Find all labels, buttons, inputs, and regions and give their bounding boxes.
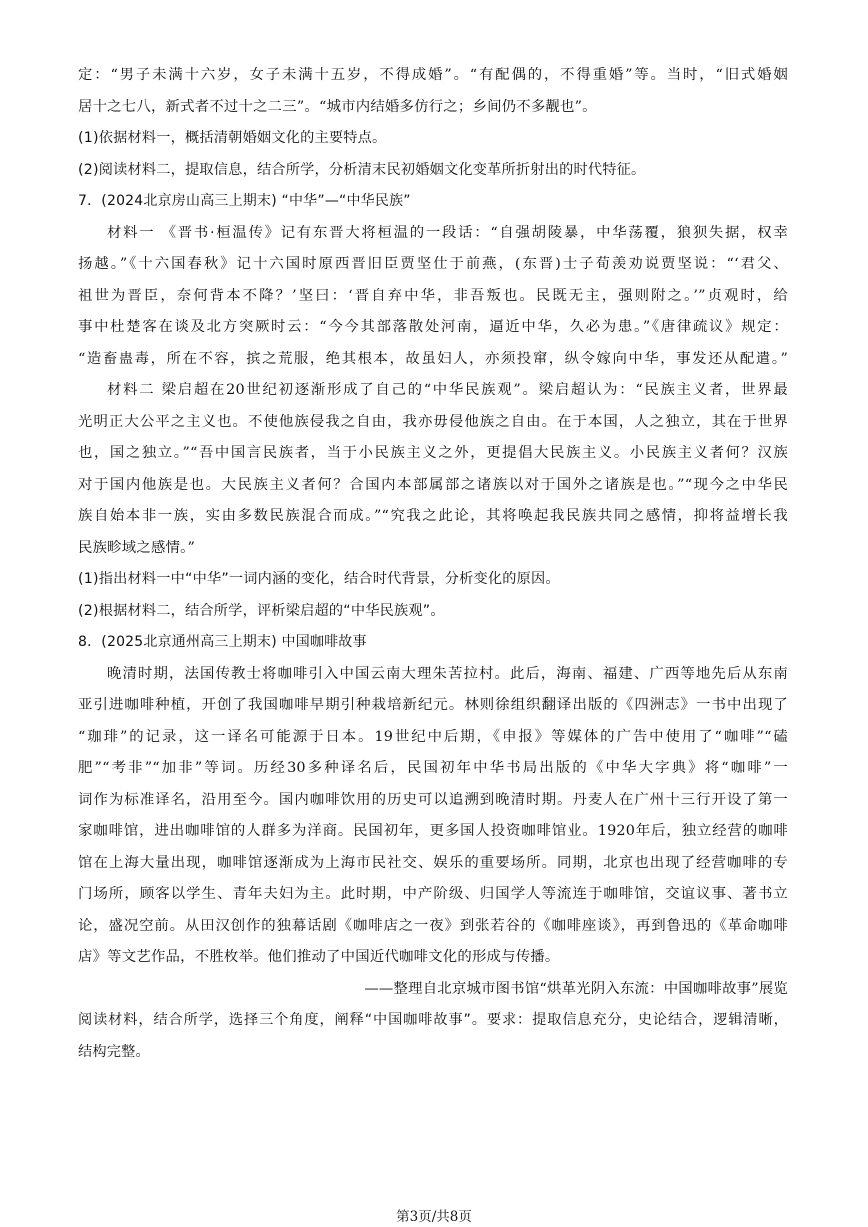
text-line: 8．(2025北京通州高三上期末) 中国咖啡故事 [78, 634, 367, 650]
text-line: 族自始本非一族，实由多数民族混合而成。”“究我之此论，其将唤起我民族共同之感情，抑将益增长我 [78, 508, 788, 524]
document-body [78, 60, 788, 1068]
text-line: 定：“男子未满十六岁，女子未满十五岁，不得成婚”。“有配偶的，不得重婚”等。当时，“旧式婚姻 [78, 67, 788, 83]
page-footer: 第3页/共8页 [396, 1209, 472, 1225]
text-line: 扬越。”《十六国春秋》记十六国时原西晋旧臣贾坚仕于前燕，(东晋)士子荀羡劝说贾坚说：“‘君父、 [78, 256, 788, 272]
text-line: 晚清时期，法国传教士将咖啡引入中国云南大理朱苦拉村。此后，海南、福建、广西等地先后从东南 [107, 665, 788, 682]
text-line: 也，国之独立。”“吾中国言民族者，当于小民族主义之外，更提倡大民族主义。小民族主义者何？汉族 [78, 445, 788, 461]
text-line: 论，盛况空前。从田汉创作的独幕话剧《咖啡店之一夜》到张若谷的《咖啡座谈》，再到鲁迅的《革命咖啡 [78, 917, 788, 934]
text-line: 事中杜楚客在谈及北方突厥时云：“今今其部落散处河南，逼近中华，久必为患。”《唐律疏议》规定： [78, 319, 788, 335]
text-line: 肥”“考非”“加非”等词。历经30多种译名后，民国初年中华书局出版的《中华大字典》将“咖啡”一 [78, 760, 788, 776]
text-line: 店》等文艺作品，不胜枚举。他们推动了中国近代咖啡文化的形成与传播。 [78, 949, 560, 965]
text-line: 光明正大公平之主义也。不使他族侵我之自由，我亦毋侵他族之自由。在于本国，人之独立，其在于世界 [78, 413, 788, 430]
text-line: 家咖啡馆，进出咖啡馆的人群多为洋商。民国初年，更多国人投资咖啡馆业。1920年后，独立经营的咖啡 [78, 823, 788, 839]
text-line: “造畜蛊毒，所在不容，摈之荒服，绝其根本，故虽妇人，亦须投窜，纵令嫁向中华，事发还从配遣。” [78, 350, 788, 367]
text-line: 馆在上海大量出现，咖啡馆逐渐成为上海市民社交、娱乐的重要场所。同期，北京也出现了经营咖啡的专 [78, 854, 788, 871]
text-line: 祖世为晋臣，奈何背本不降？’坚曰：‘晋自弃中华，非吾叛也。民既无主，强则附之。’”贞观时，给 [78, 287, 788, 304]
text-line: 阅读材料，结合所学，选择三个角度，阐释“中国咖啡故事”。要求：提取信息充分，史论结合，逻辑清晰， [78, 1012, 788, 1028]
text-line: 对于国内他族是也。大民族主义者何？合国内本部属部之诸族以对于国外之诸族是也。”“现今之中华民 [78, 476, 788, 493]
text-line: (1)依据材料一，概括清朝婚姻文化的主要特点。 [78, 130, 387, 146]
text-line: 居十之七八，新式者不过十之二三”。“城市内结婚多仿行之；乡间仍不多觏也”。 [78, 98, 597, 115]
text-line: “珈琲”的记录，这一译名可能源于日本。19世纪中后期，《申报》等媒体的广告中使用了“咖啡”“磕 [78, 728, 788, 745]
text-line: (2)根据材料二，结合所学，评析梁启超的“中华民族观”。 [78, 602, 445, 619]
text-line: (2)阅读材料二，提取信息，结合所学，分析清末民初婚姻文化变革所折射出的时代特征。 [78, 161, 646, 178]
text-line: 民族畛域之感情。” [78, 539, 196, 556]
text-line: 材料一 《晋书·桓温传》记有东晋大将桓温的一段话：“自强胡陵暴，中华荡覆，狼狈失据，权幸 [107, 224, 788, 241]
text-line: ——整理自北京城市图书馆“烘革光阴入东流：中国咖啡故事”展览 [364, 980, 788, 997]
text-line: (1)指出材料一中“中华”一词内涵的变化，结合时代背景，分析变化的原因。 [78, 571, 560, 587]
text-line: 门场所，顾客以学生、青年夫妇为主。此时期，中产阶级、归国学人等流连于咖啡馆，交谊议事、著书立 [78, 886, 788, 902]
text-line: 结构完整。 [78, 1043, 150, 1060]
text-line: 7．(2024北京房山高三上期末) “中华”—“中华民族” [78, 193, 411, 209]
text-line: 词作为标准译名，沿用至今。国内咖啡饮用的历史可以追溯到晚清时期。丹麦人在广州十三行开设了第一 [78, 791, 788, 808]
text-line: 材料二 梁启超在20世纪初逐渐形成了自己的“中华民族观”。梁启超认为：“民族主义者，世界最 [107, 382, 788, 398]
text-line: 亚引进咖啡种植，开创了我国咖啡早期引种栽培新纪元。林则徐组织翻译出版的《四洲志》一书中出现了 [78, 697, 788, 713]
